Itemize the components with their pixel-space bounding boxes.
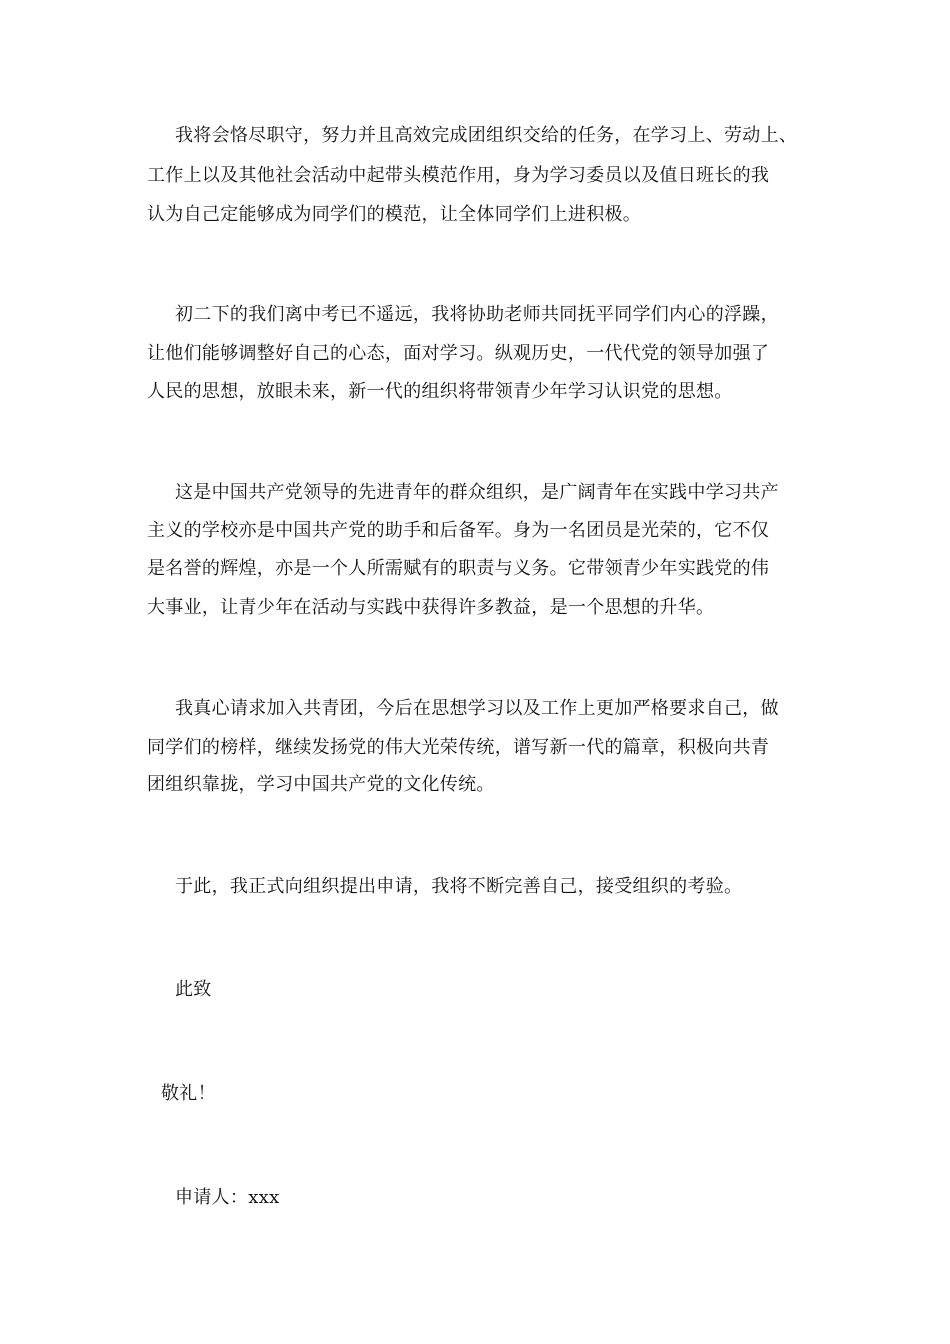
paragraph-5-line-1: 于此，我正式向组织提出申请，我将不断完善自己，接受组织的考验。 xyxy=(175,876,743,897)
paragraph-3-line-3: 是名誉的辉煌，亦是一个人所需赋有的职责与义务。它带领青少年实践党的伟 xyxy=(147,558,770,579)
applicant-signature: 申请人：xxx xyxy=(175,1187,280,1208)
paragraph-4-line-3: 团组织靠拢，学习中国共产党的文化传统。 xyxy=(147,774,495,795)
paragraph-1-line-2: 工作上以及其他社会活动中起带头模范作用，身为学习委员以及值日班长的我 xyxy=(147,165,770,186)
paragraph-1-line-1: 我将会恪尽职守，努力并且高效完成团组织交给的任务，在学习上、劳动上、 xyxy=(175,125,798,146)
paragraph-2-line-3: 人民的思想，放眼未来，新一代的组织将带领青少年学习认识党的思想。 xyxy=(147,381,733,402)
paragraph-4-line-2: 同学们的榜样，继续发扬党的伟大光荣传统，谱写新一代的篇章，积极向共青 xyxy=(147,737,770,758)
paragraph-4-line-1: 我真心请求加入共青团，今后在思想学习以及工作上更加严格要求自己，做 xyxy=(175,698,779,719)
paragraph-3-line-1: 这是中国共产党领导的先进青年的群众组织，是广阔青年在实践中学习共产 xyxy=(175,482,779,503)
paragraph-3-line-2: 主义的学校亦是中国共产党的助手和后备军。身为一名团员是光荣的，它不仅 xyxy=(147,520,770,541)
paragraph-3-line-4: 大事业，让青少年在活动与实践中获得许多教益，是一个思想的升华。 xyxy=(147,597,715,618)
closing-text: 此致 xyxy=(175,979,212,1000)
paragraph-2-line-2: 让他们能够调整好自己的心态，面对学习。纵观历史，一代代党的领导加强了 xyxy=(147,343,770,364)
paragraph-1-line-3: 认为自己定能够成为同学们的模范，让全体同学们上进积极。 xyxy=(147,204,642,225)
salute-text: 敬礼！ xyxy=(161,1083,216,1104)
paragraph-2-line-1: 初二下的我们离中考已不遥远，我将协助老师共同抚平同学们内心的浮躁， xyxy=(175,304,779,325)
